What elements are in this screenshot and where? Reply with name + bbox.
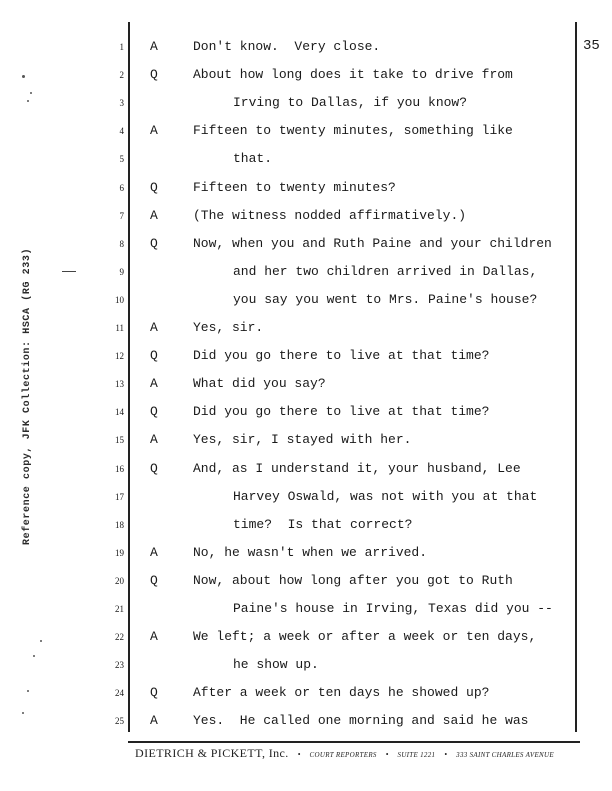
scan-speck — [30, 92, 32, 94]
transcript-line — [0, 627, 575, 647]
transcript-line — [0, 290, 575, 310]
line-text: Paine's house in Irving, Texas did you -- — [233, 601, 553, 616]
line-text: Now, when you and Ruth Paine and your children — [193, 235, 552, 251]
transcript-line — [0, 571, 575, 591]
line-text: Harvey Oswald, was not with you at that — [233, 488, 538, 504]
transcript-line — [0, 346, 575, 366]
transcript-line — [0, 149, 575, 169]
line-number: 12 — [115, 351, 124, 362]
footer-address: 333 SAINT CHARLES AVENUE — [456, 751, 554, 759]
speaker-label: Q — [150, 404, 158, 420]
line-number: 15 — [115, 435, 124, 446]
line-text: What did you say? — [193, 376, 326, 392]
line-number: 6 — [119, 182, 124, 193]
transcript-line — [0, 65, 575, 85]
scan-speck — [40, 640, 42, 642]
line-number: 9 — [119, 266, 124, 277]
line-text: he show up. — [233, 657, 319, 673]
transcript-line — [0, 318, 575, 338]
line-number: 2 — [119, 70, 124, 81]
transcript-line — [0, 599, 575, 619]
transcript-line — [0, 262, 575, 282]
speaker-label: A — [150, 544, 158, 560]
transcript-line — [0, 430, 575, 450]
line-number: 5 — [119, 154, 124, 165]
speaker-label: A — [150, 629, 158, 645]
speaker-label: Q — [150, 572, 158, 588]
line-text: We left; a week or after a week or ten days, — [193, 629, 537, 645]
line-number: 25 — [115, 716, 124, 727]
footer — [135, 744, 575, 762]
line-text: No, he wasn't when we arrived. — [193, 544, 428, 560]
line-text: Yes, sir. — [193, 320, 264, 335]
line-number: 18 — [115, 519, 124, 530]
scan-speck — [33, 655, 35, 657]
speaker-label: A — [150, 39, 158, 54]
speaker-label: A — [150, 320, 158, 335]
line-number: 13 — [115, 379, 124, 390]
transcript-line — [0, 683, 575, 703]
footer-separator: • — [444, 750, 448, 759]
line-number: 23 — [115, 660, 124, 671]
scan-speck — [27, 690, 29, 692]
line-text: Fifteen to twenty minutes, something like — [193, 123, 513, 139]
line-text: Yes, sir, I stayed with her. — [193, 432, 412, 448]
line-number: 1 — [119, 42, 124, 52]
line-text: Irving to Dallas, if you know? — [233, 95, 468, 111]
line-text: Don't know. Very close. — [193, 39, 381, 54]
line-text: and her two children arrived in Dallas, — [233, 263, 538, 279]
speaker-label: Q — [150, 460, 158, 476]
transcript-line — [0, 374, 575, 394]
transcript-line — [0, 543, 575, 563]
scan-speck — [27, 100, 29, 102]
transcript-line — [0, 711, 575, 731]
footer-separator: • — [385, 750, 389, 759]
line-number: 4 — [119, 126, 124, 137]
speaker-label: Q — [150, 67, 158, 83]
line-number: 10 — [115, 294, 124, 305]
footer-suite: SUITE 1221 — [397, 751, 436, 759]
line-text: About how long does it take to drive from — [193, 67, 513, 83]
speaker-label: Q — [150, 179, 158, 195]
speaker-label: A — [150, 207, 158, 223]
line-text: Now, about how long after you got to Ruth — [193, 572, 513, 588]
line-number: 22 — [115, 632, 124, 643]
line-number: 16 — [115, 463, 124, 474]
line-text: Fifteen to twenty minutes? — [193, 179, 396, 195]
transcript-line — [0, 402, 575, 422]
transcript-line — [0, 234, 575, 254]
line-number: 21 — [115, 604, 124, 614]
transcript-line — [0, 178, 575, 198]
line-number: 24 — [115, 688, 124, 699]
speaker-label: A — [150, 713, 158, 729]
footer-firm: DIETRICH & PICKETT, Inc. — [135, 746, 289, 760]
right-margin-rule — [575, 22, 577, 732]
transcript-line — [0, 459, 575, 479]
transcript-line — [0, 121, 575, 141]
footer-separator: • — [297, 750, 301, 759]
line-number: 11 — [115, 323, 124, 333]
line-number: 20 — [115, 575, 124, 586]
transcript-line — [0, 206, 575, 226]
transcript-line — [0, 487, 575, 507]
speaker-label: A — [150, 376, 158, 392]
line-number: 3 — [119, 98, 124, 109]
archive-side-note: Reference copy, JFK Collection: HSCA (RG 233) — [22, 247, 33, 545]
scan-mark — [62, 271, 76, 272]
line-text: After a week or ten days he showed up? — [193, 685, 490, 701]
line-text: time? Is that correct? — [233, 516, 413, 532]
line-number: 7 — [119, 210, 124, 221]
transcript-line — [0, 655, 575, 675]
speaker-label: A — [150, 123, 158, 139]
speaker-label: Q — [150, 235, 158, 251]
scan-speck — [22, 712, 24, 714]
transcript-line — [0, 93, 575, 113]
speaker-label: A — [150, 432, 158, 448]
line-text: Did you go there to live at that time? — [193, 404, 490, 420]
line-text: you say you went to Mrs. Paine's house? — [233, 291, 538, 307]
speaker-label: Q — [150, 685, 158, 701]
line-text: Did you go there to live at that time? — [193, 348, 490, 364]
footer-rule — [128, 741, 580, 743]
line-number: 14 — [115, 407, 124, 418]
speaker-label: Q — [150, 348, 158, 364]
line-number: 19 — [115, 547, 124, 558]
transcript-line — [0, 37, 575, 57]
line-text: that. — [233, 151, 273, 167]
line-number: 17 — [115, 491, 124, 502]
line-text: And, as I understand it, your husband, Lee — [193, 460, 521, 476]
transcript-line — [0, 515, 575, 535]
footer-role: COURT REPORTERS — [309, 751, 377, 759]
page-number: 35 — [583, 38, 600, 54]
line-text: Yes. He called one morning and said he was — [193, 713, 529, 729]
line-text: (The witness nodded affirmatively.) — [193, 207, 467, 223]
scan-speck — [22, 75, 25, 78]
line-number: 8 — [119, 238, 124, 249]
